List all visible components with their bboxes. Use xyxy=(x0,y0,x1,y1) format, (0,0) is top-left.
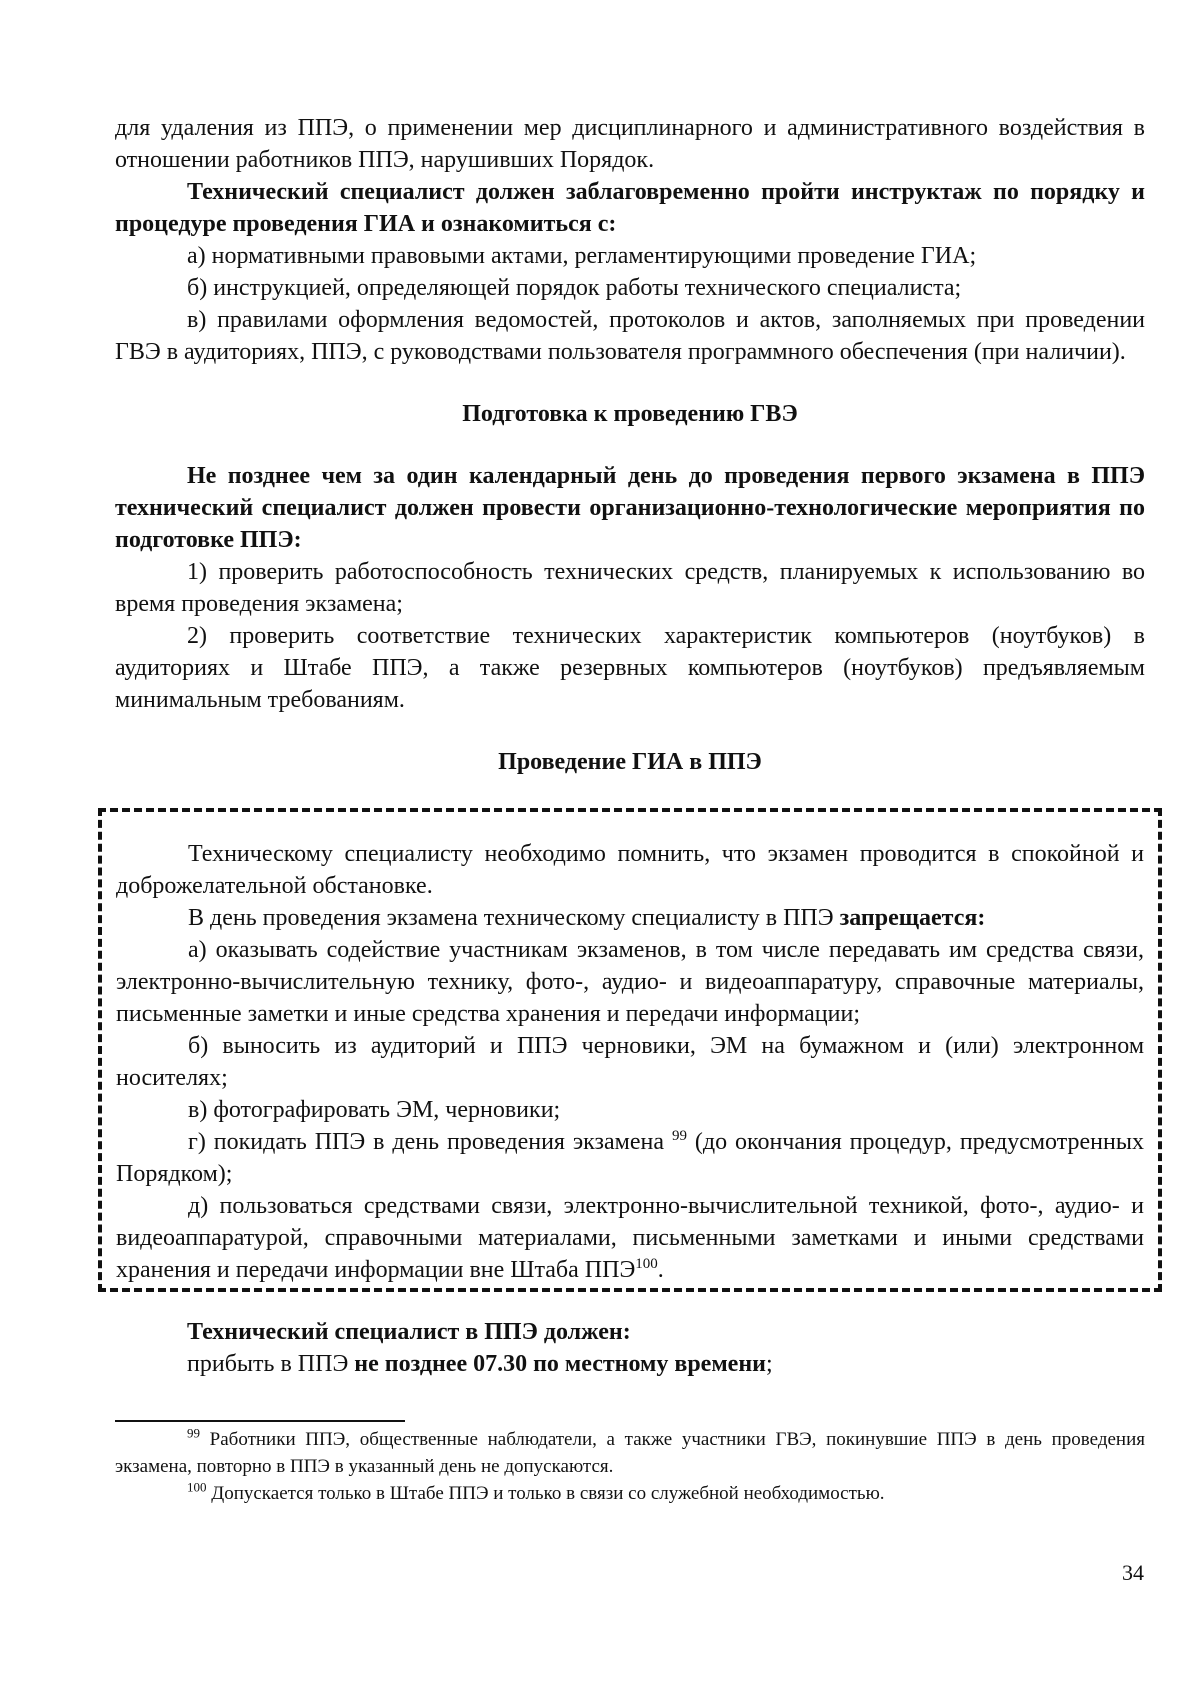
preparation-lead: Не позднее чем за один календарный день до проведения первого экзамена в ППЭ технический специалист должен провести организационно-технологические мероприятия по подготовке ППЭ: xyxy=(115,463,1145,553)
duties-heading: Технический специалист в ППЭ должен: xyxy=(187,1319,631,1345)
footnote-ref-100[interactable]: 100 xyxy=(635,1256,658,1272)
box-item-d-text: д) пользоваться средствами связи, электронно-вычислительной техникой, фото-, аудио- и видеоаппаратурой, справочными материалами, письменными заметками и иными средствами хранения и передачи информации вне Штаба ППЭ xyxy=(116,1193,1144,1283)
prohibitions-box xyxy=(98,808,1162,1292)
preparation-item-1: 1) проверить работоспособность технических средств, планируемых к использованию во время проведения экзамена; xyxy=(115,559,1145,617)
box-item-v: в) фотографировать ЭМ, черновики; xyxy=(188,1097,561,1123)
box-prohibited-bold: запрещается: xyxy=(839,905,986,931)
footnote-number-100: 100 xyxy=(187,1479,207,1495)
box-prohibited-text: В день проведения экзамена техническому специалисту в ППЭ xyxy=(188,905,840,931)
duties-line-bold: не позднее 07.30 по местному времени xyxy=(354,1351,766,1377)
footnote-100 xyxy=(115,1480,1145,1507)
page-number: 34 xyxy=(1122,1560,1144,1585)
footnote-text-100: Допускается только в Штабе ППЭ и только в связи со служебной необходимостью. xyxy=(206,1483,885,1504)
box-reminder: Техническому специалисту необходимо помнить, что экзамен проводится в спокойной и доброжелательной обстановке. xyxy=(116,841,1144,899)
box-item-a: а) оказывать содействие участникам экзаменов, в том числе передавать им средства связи, электронно-вычислительную технику, фото-, аудио- и видеоаппаратуру, справочные материалы, письменные заметки и иные средства хранения и передачи информации; xyxy=(116,937,1144,1027)
duties-line-end: ; xyxy=(766,1351,773,1377)
preparation-item-2: 2) проверить соответствие технических характеристик компьютеров (ноутбуков) в аудиториях и Штабе ППЭ, а также резервных компьютеров (ноутбуков) предъявляемым минимальным требованиям. xyxy=(115,623,1145,713)
instruction-item-a: а) нормативными правовыми актами, регламентирующими проведение ГИА; xyxy=(187,243,977,269)
box-item-d xyxy=(116,1190,1144,1286)
footnote-99 xyxy=(115,1426,1145,1480)
section-title-preparation: Подготовка к проведению ГВЭ xyxy=(462,401,798,427)
footnote-divider xyxy=(115,1420,405,1422)
intro-continuation: для удаления из ППЭ, о применении мер дисциплинарного и административного воздействия в отношении работников ППЭ, нарушивших Порядок. xyxy=(115,115,1145,173)
footnote-ref-99[interactable]: 99 xyxy=(671,1128,687,1144)
box-item-g-end: (до окончания процедур, предусмотренных Порядком); xyxy=(116,1129,1144,1187)
document-page xyxy=(115,112,1145,1507)
instruction-item-b: б) инструкцией, определяющей порядок работы технического специалиста; xyxy=(187,275,962,301)
box-item-g xyxy=(116,1126,1144,1190)
section-title-conduct: Проведение ГИА в ППЭ xyxy=(498,749,762,775)
box-item-b: б) выносить из аудиторий и ППЭ черновики, ЭМ на бумажном и (или) электронном носителях; xyxy=(116,1033,1144,1091)
box-item-d-end: . xyxy=(657,1257,664,1283)
duties-line-arrival xyxy=(115,1348,1145,1380)
box-prohibited-intro xyxy=(116,902,1144,934)
footnote-number-99: 99 xyxy=(187,1425,200,1441)
duties-line-text: прибыть в ППЭ xyxy=(187,1351,355,1377)
instruction-heading: Технический специалист должен заблаговременно пройти инструктаж по порядку и процедуре проведения ГИА и ознакомиться с: xyxy=(115,179,1145,237)
instruction-item-v: в) правилами оформления ведомостей, протоколов и актов, заполняемых при проведении ГВЭ в аудиториях, ППЭ, с руководствами пользователя программного обеспечения (при наличии). xyxy=(115,307,1145,365)
footnote-text-99: Работники ППЭ, общественные наблюдатели, а также участники ГВЭ, покинувшие ППЭ в день проведения экзамена, повторно в ППЭ в указанный день не допускаются. xyxy=(115,1429,1145,1477)
box-item-g-text: г) покидать ППЭ в день проведения экзамена xyxy=(188,1129,672,1155)
